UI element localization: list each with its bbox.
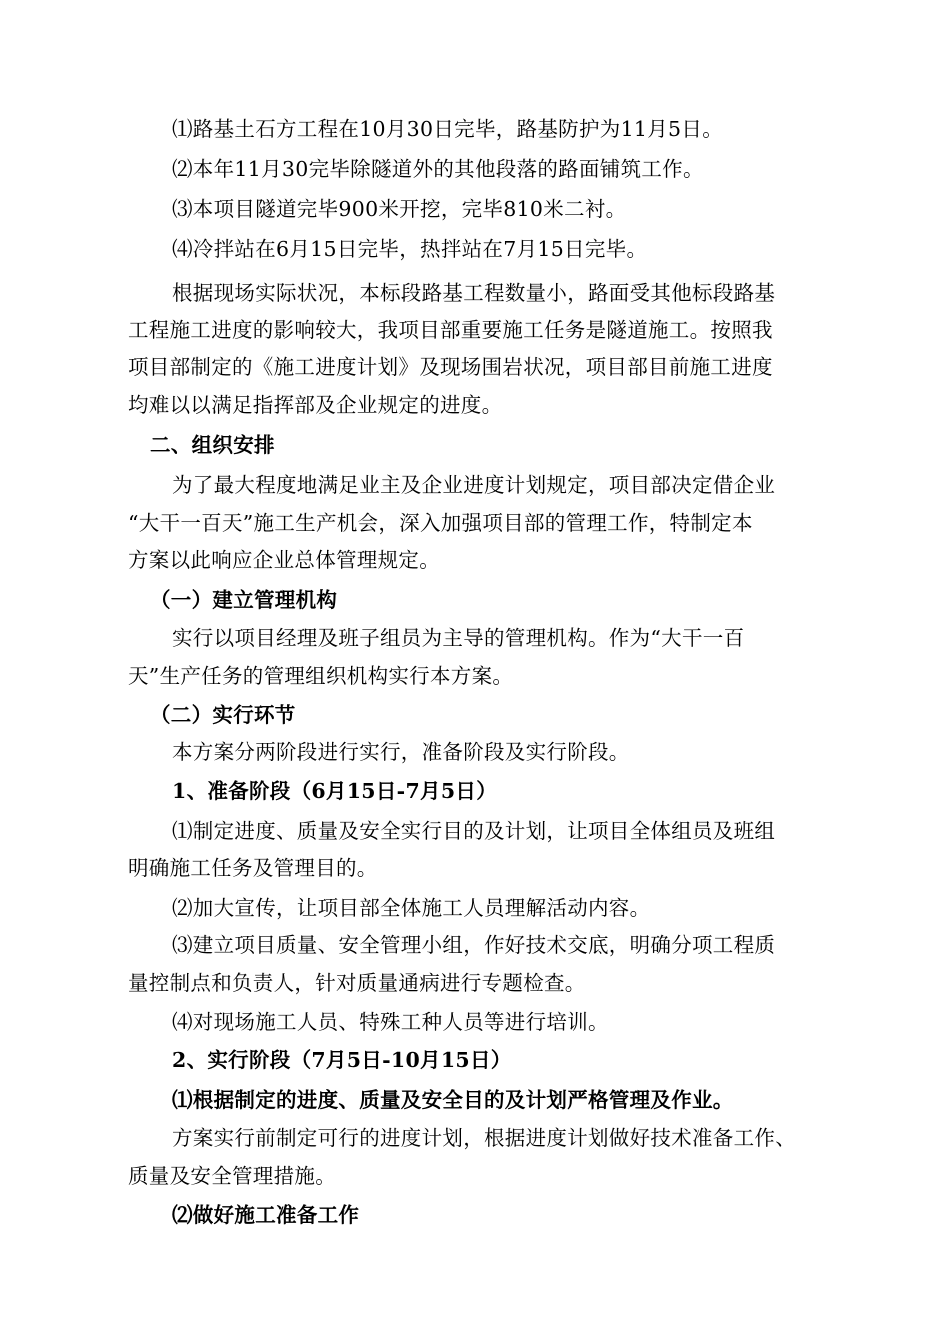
item-tunnel: ⑶本项目隧道完毕900米开挖，完毕810米二衬。 — [172, 197, 627, 221]
section-heading-organization: 二、组织安排 — [150, 433, 275, 457]
paragraph-line: 方案实行前制定可行的进度计划，根据进度计划做好技术准备工作、 — [172, 1126, 796, 1150]
paragraph-line: 均难以以满足指挥部及企业规定的进度。 — [128, 393, 503, 417]
paragraph-line: 为了最大程度地满足业主及企业进度计划规定，项目部决定借企业 — [172, 473, 776, 497]
item-heading-preparation-work: ⑵做好施工准备工作 — [172, 1203, 360, 1227]
paragraph-line: 质量及安全管理措施。 — [128, 1164, 336, 1188]
item-heading-strict-management: ⑴根据制定的进度、质量及安全目的及计划严格管理及作业。 — [172, 1088, 734, 1112]
item-mixing-stations: ⑷冷拌站在6月15日完毕，热拌站在7月15日完毕。 — [172, 237, 648, 261]
subsection-heading-management: （一）建立管理机构 — [150, 588, 338, 612]
paragraph-line: “大干一百天”施工生产机会，深入加强项目部的管理工作，特制定本 — [128, 511, 753, 535]
paragraph-line: 明确施工任务及管理目的。 — [128, 856, 378, 880]
paragraph-line: ⑵加大宣传，让项目部全体施工人员理解活动内容。 — [172, 896, 651, 920]
paragraph-line: 根据现场实际状况，本标段路基工程数量小，路面受其他标段路基 — [172, 281, 776, 305]
paragraph-line: 实行以项目经理及班子组员为主导的管理机构。作为“大干一百 — [172, 626, 745, 650]
paragraph-line: 方案以此响应企业总体管理规定。 — [128, 548, 440, 572]
paragraph-line: ⑴制定进度、质量及安全实行目的及计划，让项目全体组员及班组 — [172, 819, 776, 843]
paragraph-line: 本方案分两阶段进行实行，准备阶段及实行阶段。 — [172, 740, 630, 764]
paragraph-line: 量控制点和负责人，针对质量通病进行专题检查。 — [128, 971, 586, 995]
item-subgrade-earthwork: ⑴路基土石方工程在10月30日完毕，路基防护为11月5日。 — [172, 117, 723, 141]
subsection-heading-implementation: （二）实行环节 — [150, 703, 296, 727]
paragraph-line: 项目部制定的《施工进度计划》及现场围岩状况，项目部目前施工进度 — [128, 355, 773, 379]
item-pavement: ⑵本年11月30完毕除隧道外的其他段落的路面铺筑工作。 — [172, 157, 704, 181]
paragraph-line: 工程施工进度的影响较大，我项目部重要施工任务是隧道施工。按照我 — [128, 318, 773, 342]
paragraph-line: ⑶建立项目质量、安全管理小组，作好技术交底，明确分项工程质 — [172, 933, 776, 957]
stage-heading-implementation: 2、实行阶段（7月5日-10月15日） — [172, 1048, 512, 1072]
paragraph-line: 天”生产任务的管理组织机构实行本方案。 — [128, 664, 514, 688]
paragraph-line: ⑷对现场施工人员、特殊工种人员等进行培训。 — [172, 1010, 609, 1034]
stage-heading-preparation: 1、准备阶段（6月15日-7月5日） — [172, 779, 497, 803]
